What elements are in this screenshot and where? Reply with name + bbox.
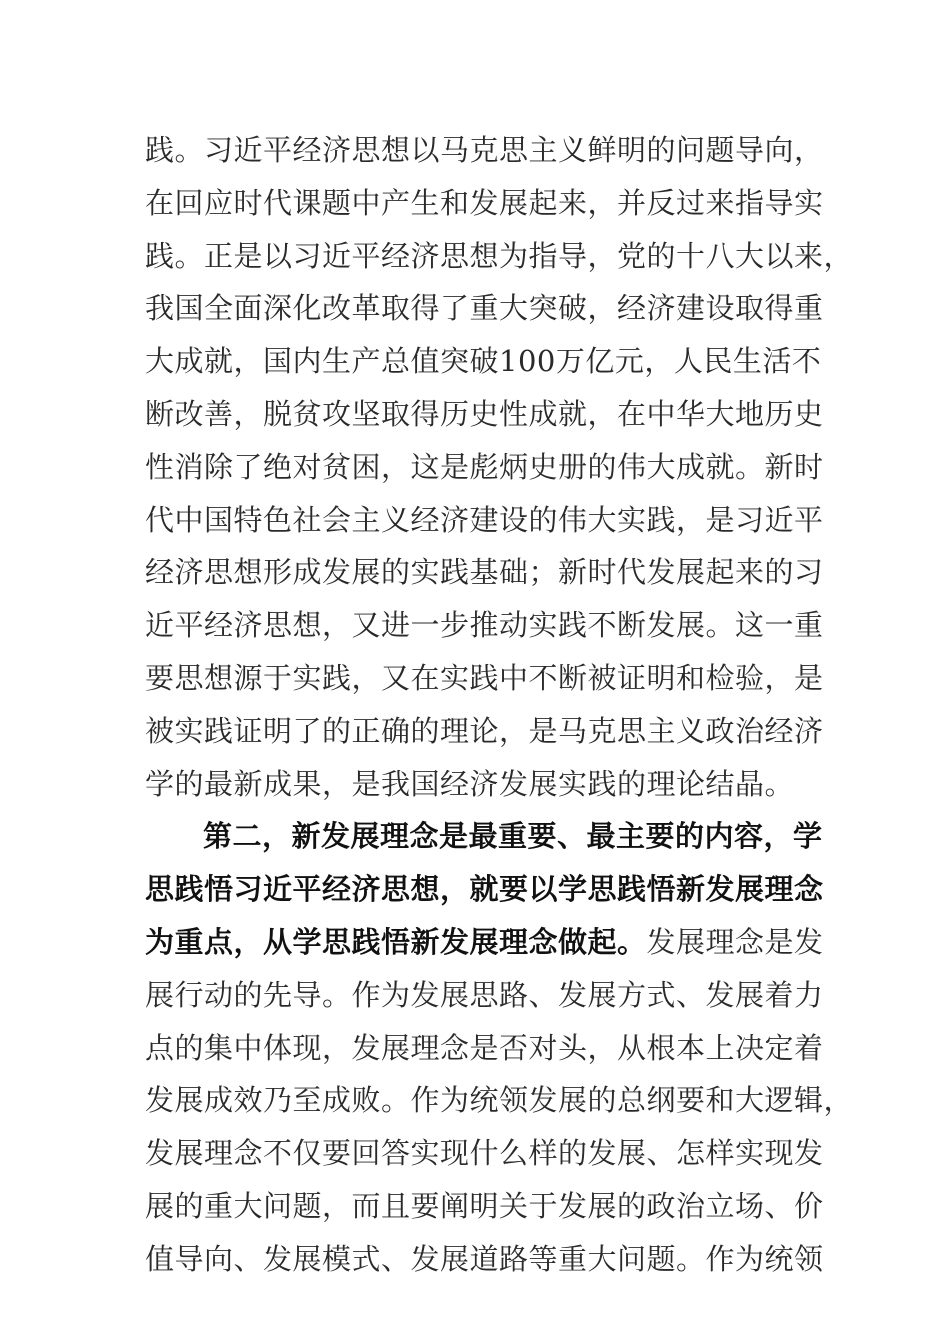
- text-line: 代中国特色社会主义经济建设的伟大实践，是习近平: [145, 502, 824, 537]
- text-line: 大成就，国内生产总值突破100万亿元，人民生活不: [145, 344, 822, 379]
- paragraph-2-heading-line-1: 第二，新发展理念是最重要、最主要的内容，学: [203, 819, 823, 854]
- document-body: [145, 124, 854, 1286]
- text-line: 学的最新成果，是我国经济发展实践的理论结晶。: [145, 766, 795, 801]
- text-line: 践。习近平经济思想以马克思主义鲜明的问题导向，: [145, 133, 824, 167]
- paragraph-2-body-start: 发展理念是发: [646, 924, 824, 959]
- text-line: 践。正是以习近平经济思想为指导，党的十八大以来，: [145, 238, 854, 273]
- text-line: 展行动的先导。作为发展思路、发展方式、发展着力: [145, 977, 824, 1012]
- text-line: 性消除了绝对贫困，这是彪炳史册的伟大成就。新时: [145, 449, 824, 484]
- text-line: 断改善，脱贫攻坚取得历史性成就，在中华大地历史: [145, 396, 824, 431]
- paragraph-2-heading-line-2: 思践悟习近平经济思想，就要以学思践悟新发展理念: [145, 872, 824, 907]
- text-line: 我国全面深化改革取得了重大突破，经济建设取得重: [145, 291, 824, 326]
- text-line: 近平经济思想，又进一步推动实践不断发展。这一重: [145, 608, 824, 643]
- paragraph-2-heading-end: 为重点，从学思践悟新发展理念做起。: [145, 924, 647, 959]
- paragraph-2-line-3: [145, 916, 824, 969]
- text-line: 发展成效乃至成败。作为统领发展的总纲要和大逻辑，: [145, 1083, 854, 1118]
- text-line: 要思想源于实践，又在实践中不断被证明和检验，是: [145, 660, 824, 695]
- text-line: 点的集中体现，发展理念是否对头，从根本上决定着: [145, 1030, 824, 1065]
- text-line: 经济思想形成发展的实践基础；新时代发展起来的习: [145, 555, 824, 590]
- text-line: 展的重大问题，而且要阐明关于发展的政治立场、价: [145, 1188, 824, 1223]
- text-line: 被实践证明了的正确的理论，是马克思主义政治经济: [145, 713, 824, 748]
- text-line: 在回应时代课题中产生和发展起来，并反过来指导实: [145, 185, 824, 220]
- text-line: 发展理念不仅要回答实现什么样的发展、怎样实现发: [145, 1136, 824, 1171]
- text-line: 值导向、发展模式、发展道路等重大问题。作为统领: [145, 1241, 824, 1276]
